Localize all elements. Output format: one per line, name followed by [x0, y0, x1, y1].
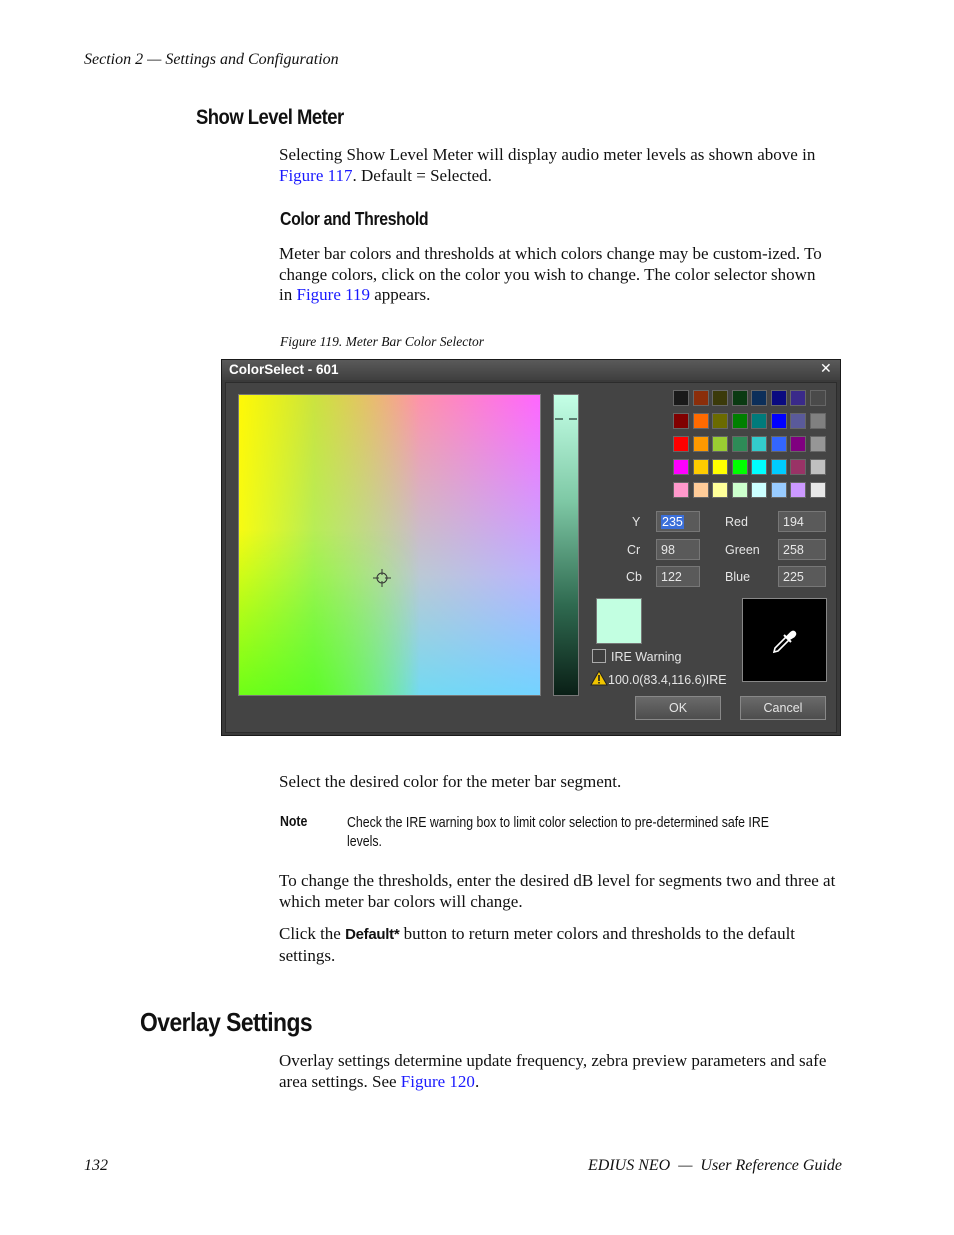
paragraph-select-color: Select the desired color for the meter bar segment. — [279, 772, 622, 791]
color-swatch[interactable] — [790, 390, 806, 406]
cb-field[interactable]: 122 — [656, 566, 700, 587]
color-swatch[interactable] — [693, 390, 709, 406]
color-swatch[interactable] — [712, 482, 728, 498]
y-value: 235 — [662, 515, 683, 529]
text-run: Overlay settings determine update frequency, zebra preview parameters and safe area settings. See — [279, 1051, 827, 1091]
cancel-button[interactable]: Cancel — [740, 696, 826, 720]
color-swatch[interactable] — [810, 436, 826, 452]
color-swatch[interactable] — [790, 413, 806, 429]
color-swatch[interactable] — [790, 459, 806, 475]
color-swatch[interactable] — [732, 390, 748, 406]
cr-label: Cr — [627, 543, 641, 557]
green-label: Green — [725, 543, 760, 557]
text-run: Meter bar colors and thresholds at which colors change may be custom-ized. To change colors, click on the color you wish to change. The color selector shown in — [279, 244, 822, 304]
color-swatch[interactable] — [712, 459, 728, 475]
color-swatch[interactable] — [732, 436, 748, 452]
text-run: . — [474, 1071, 480, 1091]
figure-link[interactable]: Figure 117 — [279, 165, 353, 185]
slider-marker-left — [555, 418, 563, 420]
figure-link[interactable]: Figure 119 — [296, 285, 370, 304]
text-run: appears. — [370, 285, 431, 304]
text-run: Selecting Show Level Meter will display audio meter levels as shown above in — [279, 145, 816, 164]
eyedropper-button[interactable] — [742, 598, 827, 682]
color-swatch[interactable] — [771, 482, 787, 498]
color-swatch[interactable] — [771, 390, 787, 406]
color-swatch[interactable] — [712, 390, 728, 406]
footer-title: EDIUS NEO — User Reference Guide — [587, 1157, 842, 1174]
y-field[interactable] — [656, 511, 700, 532]
color-swatch[interactable] — [673, 413, 689, 429]
note-label: Note — [280, 814, 308, 830]
blue-label: Blue — [725, 570, 751, 584]
subsection-heading-color-threshold: Color and Threshold — [280, 209, 429, 229]
color-swatch[interactable] — [751, 482, 767, 498]
color-swatch[interactable] — [790, 436, 806, 452]
color-swatch[interactable] — [673, 482, 689, 498]
color-picker-area[interactable] — [238, 394, 541, 696]
color-swatch[interactable] — [712, 413, 728, 429]
ire-warning-label: IRE Warning — [611, 650, 682, 664]
color-swatch[interactable] — [751, 459, 767, 475]
page-number: 132 — [84, 1157, 108, 1174]
color-swatch[interactable] — [810, 482, 826, 498]
default-button-name: Default* — [345, 926, 400, 943]
color-swatch[interactable] — [693, 413, 709, 429]
warning-icon — [590, 670, 608, 686]
eyedropper-icon — [771, 627, 799, 655]
color-swatch[interactable] — [810, 390, 826, 406]
cb-label: Cb — [626, 570, 642, 584]
paragraph-overlay — [279, 1051, 835, 1092]
text-run: . Default = Selected. — [352, 165, 492, 185]
note-text: Check the IRE warning box to limit color selection to pre-determined safe IRE levels. — [347, 815, 769, 850]
text-run: Click the — [279, 924, 346, 943]
section-heading-overlay-settings: Overlay Settings — [140, 1007, 313, 1037]
color-swatch[interactable] — [673, 390, 689, 406]
paragraph-default — [279, 924, 847, 966]
cr-field[interactable]: 98 — [656, 539, 700, 560]
luminance-slider[interactable] — [553, 394, 579, 696]
color-swatch[interactable] — [771, 459, 787, 475]
blue-field[interactable]: 225 — [778, 566, 826, 587]
ok-button[interactable]: OK — [635, 696, 721, 720]
close-icon[interactable]: ✕ — [820, 361, 832, 377]
color-select-dialog — [221, 359, 841, 736]
slider-marker-right — [569, 418, 577, 420]
color-swatch[interactable] — [693, 436, 709, 452]
red-field[interactable]: 194 — [778, 511, 826, 532]
crosshair-icon — [373, 569, 391, 587]
color-swatch[interactable] — [673, 436, 689, 452]
color-swatch[interactable] — [673, 459, 689, 475]
color-swatch[interactable] — [751, 413, 767, 429]
color-swatch[interactable] — [790, 482, 806, 498]
paragraph-show-level-meter — [279, 145, 844, 186]
color-swatch[interactable] — [732, 482, 748, 498]
color-swatch[interactable] — [751, 436, 767, 452]
red-label: Red — [725, 515, 748, 529]
color-swatch[interactable] — [732, 413, 748, 429]
text-run: button to return meter colors and thresholds to the default settings. — [279, 924, 796, 965]
dialog-body — [225, 382, 837, 733]
color-swatch[interactable] — [771, 413, 787, 429]
green-field[interactable]: 258 — [778, 539, 826, 560]
color-swatch[interactable] — [732, 459, 748, 475]
color-swatch[interactable] — [810, 413, 826, 429]
color-swatch[interactable] — [693, 482, 709, 498]
paragraph-thresholds: To change the thresholds, enter the desired dB level for segments two and three at which meter bar colors will change. — [279, 871, 836, 911]
color-preview — [596, 598, 642, 644]
ire-readout: 100.0(83.4,116.6)IRE — [608, 673, 727, 687]
running-header: Section 2 — Settings and Configuration — [84, 51, 339, 68]
color-swatch[interactable] — [771, 436, 787, 452]
figure-caption: Figure 119. Meter Bar Color Selector — [280, 334, 484, 349]
dialog-title: ColorSelect - 601 — [229, 362, 339, 377]
ire-warning-checkbox[interactable] — [592, 649, 606, 663]
figure-link[interactable]: Figure 120 — [400, 1071, 475, 1091]
color-swatch[interactable] — [751, 390, 767, 406]
color-swatch[interactable] — [712, 436, 728, 452]
color-swatch[interactable] — [693, 459, 709, 475]
section-heading-show-level-meter: Show Level Meter — [196, 106, 344, 129]
paragraph-color-threshold — [279, 244, 827, 306]
y-label: Y — [632, 515, 641, 529]
color-swatch[interactable] — [810, 459, 826, 475]
color-swatch-grid — [673, 390, 833, 505]
